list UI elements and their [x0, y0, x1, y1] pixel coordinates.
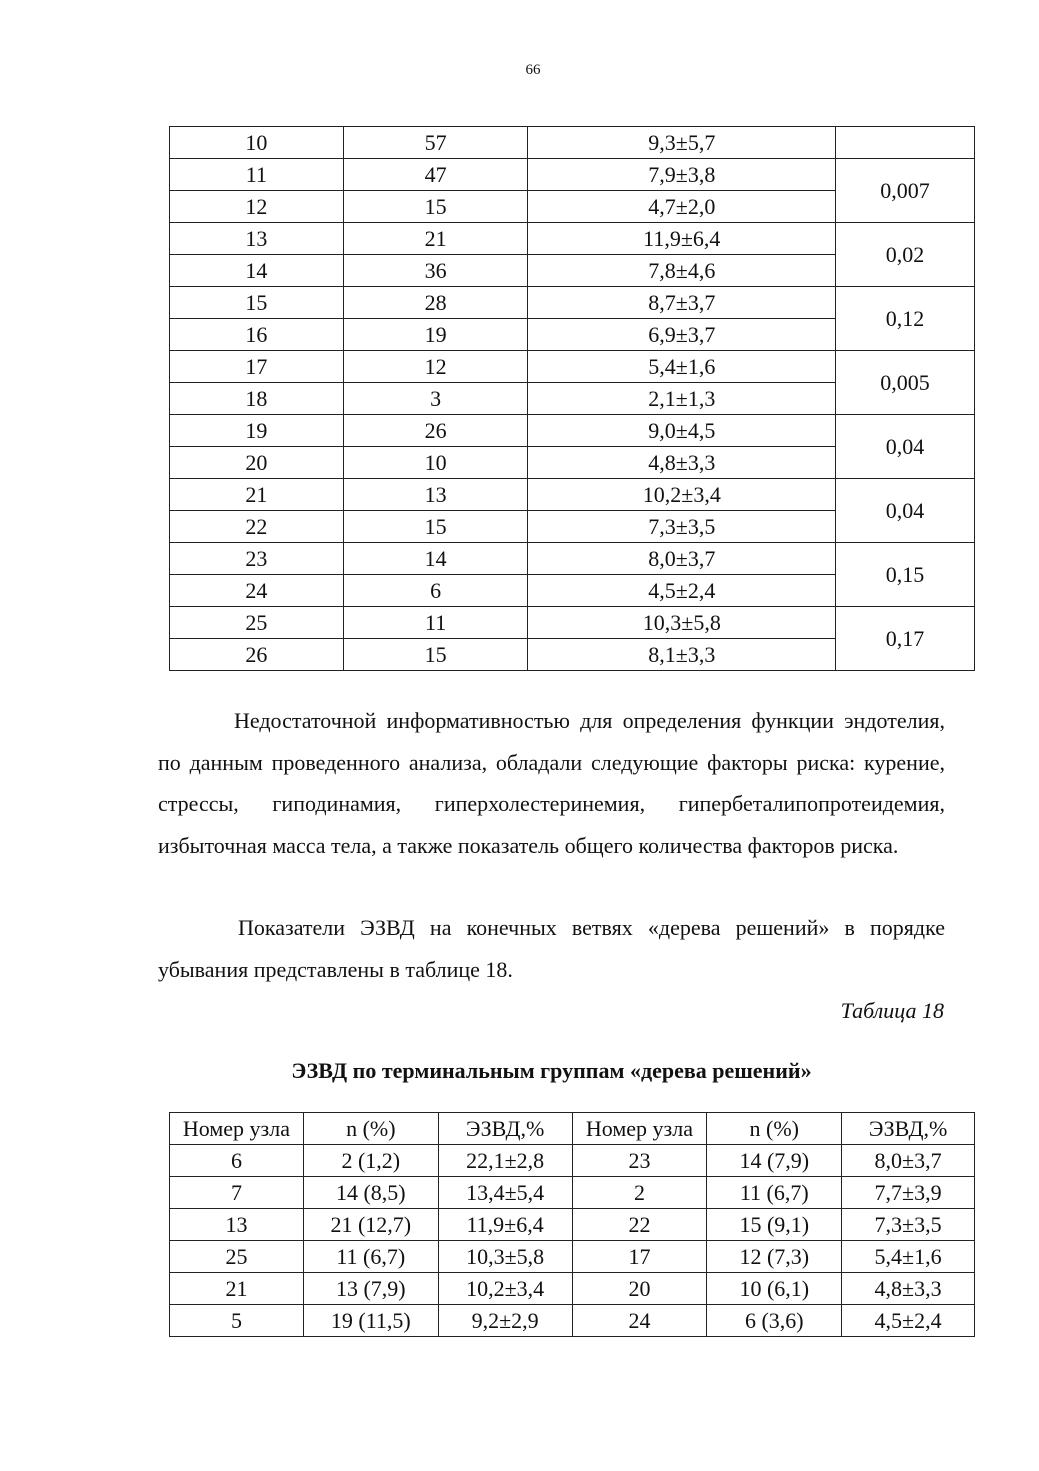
node-cell: 11: [170, 159, 344, 191]
p-value-cell: 0,12: [836, 287, 975, 351]
p-value-cell: [836, 127, 975, 159]
node-cell: 12: [170, 191, 344, 223]
value-cell: 9,2±2,9: [438, 1305, 572, 1337]
table-18-body: [170, 1145, 975, 1337]
table-row: [170, 607, 975, 639]
count-cell: 11 (6,7): [303, 1241, 438, 1273]
count-cell: 14: [343, 543, 528, 575]
p-value-cell: 0,17: [836, 607, 975, 671]
p-value-cell: 0,007: [836, 159, 975, 223]
value-cell: 10,2±3,4: [528, 479, 836, 511]
count-cell: 47: [343, 159, 528, 191]
value-cell: 8,1±3,3: [528, 639, 836, 671]
value-cell: 10,3±5,8: [528, 607, 836, 639]
value-cell: 10,3±5,8: [438, 1241, 572, 1273]
table-row: [170, 1209, 975, 1241]
node-cell: 25: [170, 1241, 304, 1273]
count-cell: 12: [343, 351, 528, 383]
value-cell: 9,3±5,7: [528, 127, 836, 159]
node-cell: 22: [170, 511, 344, 543]
count-cell: 10: [343, 447, 528, 479]
count-cell: 2 (1,2): [303, 1145, 438, 1177]
node-cell: 26: [170, 639, 344, 671]
paragraph-table-reference: Показатели ЭЗВД на конечных ветвях «дерева решений» в порядке убывания представлены в таблице 18.: [158, 915, 945, 982]
table-row: [170, 351, 975, 383]
table-18: [169, 1112, 975, 1337]
count-cell: 15: [343, 191, 528, 223]
node-cell: 15: [170, 287, 344, 319]
count-cell: 12 (7,3): [707, 1241, 842, 1273]
value-cell: 11,9±6,4: [528, 223, 836, 255]
value-cell: 4,5±2,4: [842, 1305, 975, 1337]
count-cell: 11 (6,7): [707, 1177, 842, 1209]
node-cell: 21: [170, 479, 344, 511]
paragraph-risk-factors: Недостаточной информативностью для определения функции эндотелия, по данным проведенного анализа, обладали следующие факторы риска: курение, стрессы, гиподинамия, гиперхолестеринемия, гипербеталипопротеидемия, избыточная масса тела, а также показатель общего количества факторов риска.: [158, 708, 945, 858]
node-cell: 20: [572, 1273, 707, 1305]
table-row: [170, 1305, 975, 1337]
table-row: [170, 287, 975, 319]
count-cell: 13: [343, 479, 528, 511]
node-cell: 13: [170, 1209, 304, 1241]
node-cell: 13: [170, 223, 344, 255]
count-cell: 36: [343, 255, 528, 287]
node-cell: 25: [170, 607, 344, 639]
value-cell: 8,0±3,7: [528, 543, 836, 575]
value-cell: 5,4±1,6: [528, 351, 836, 383]
count-cell: 15: [343, 511, 528, 543]
count-cell: 11: [343, 607, 528, 639]
node-cell: 18: [170, 383, 344, 415]
value-cell: 8,7±3,7: [528, 287, 836, 319]
value-cell: 8,0±3,7: [842, 1145, 975, 1177]
node-cell: 14: [170, 255, 344, 287]
header-cell: ЭЗВД,%: [842, 1113, 975, 1145]
p-value-cell: 0,02: [836, 223, 975, 287]
count-cell: 19: [343, 319, 528, 351]
count-cell: 13 (7,9): [303, 1273, 438, 1305]
value-cell: 22,1±2,8: [438, 1145, 572, 1177]
value-cell: 4,5±2,4: [528, 575, 836, 607]
node-cell: 2: [572, 1177, 707, 1209]
header-cell: ЭЗВД,%: [438, 1113, 572, 1145]
count-cell: 6 (3,6): [707, 1305, 842, 1337]
table-row: [170, 543, 975, 575]
p-value-cell: 0,04: [836, 479, 975, 543]
count-cell: 15 (9,1): [707, 1209, 842, 1241]
value-cell: 5,4±1,6: [842, 1241, 975, 1273]
count-cell: 28: [343, 287, 528, 319]
node-cell: 21: [170, 1273, 304, 1305]
table-row: [170, 415, 975, 447]
value-cell: 7,8±4,6: [528, 255, 836, 287]
table-row: [170, 1145, 975, 1177]
table-17-body: [170, 127, 975, 671]
header-cell: n (%): [707, 1113, 842, 1145]
node-cell: 6: [170, 1145, 304, 1177]
node-cell: 24: [170, 575, 344, 607]
table-row: [170, 479, 975, 511]
table-row: [170, 127, 975, 159]
table-caption: Таблица 18: [840, 998, 944, 1023]
node-cell: 20: [170, 447, 344, 479]
page-number: 66: [525, 62, 541, 78]
table-row: [170, 1241, 975, 1273]
node-cell: 17: [170, 351, 344, 383]
table-18-header: [170, 1113, 975, 1145]
value-cell: 4,8±3,3: [528, 447, 836, 479]
count-cell: 10 (6,1): [707, 1273, 842, 1305]
table-row: [170, 1177, 975, 1209]
value-cell: 13,4±5,4: [438, 1177, 572, 1209]
node-cell: 7: [170, 1177, 304, 1209]
count-cell: 14 (8,5): [303, 1177, 438, 1209]
node-cell: 24: [572, 1305, 707, 1337]
value-cell: 7,3±3,5: [528, 511, 836, 543]
count-cell: 3: [343, 383, 528, 415]
node-cell: 5: [170, 1305, 304, 1337]
value-cell: 7,7±3,9: [842, 1177, 975, 1209]
header-cell: Номер узла: [170, 1113, 304, 1145]
value-cell: 10,2±3,4: [438, 1273, 572, 1305]
p-value-cell: 0,04: [836, 415, 975, 479]
p-value-cell: 0,005: [836, 351, 975, 415]
value-cell: 9,0±4,5: [528, 415, 836, 447]
count-cell: 57: [343, 127, 528, 159]
table-title: ЭЗВД по терминальным группам «дерева решений»: [291, 1058, 812, 1083]
table-row: [170, 1273, 975, 1305]
node-cell: 22: [572, 1209, 707, 1241]
value-cell: 4,7±2,0: [528, 191, 836, 223]
count-cell: 15: [343, 639, 528, 671]
table-row: [170, 159, 975, 191]
node-cell: 23: [572, 1145, 707, 1177]
count-cell: 21 (12,7): [303, 1209, 438, 1241]
header-cell: Номер узла: [572, 1113, 707, 1145]
node-cell: 16: [170, 319, 344, 351]
node-cell: 23: [170, 543, 344, 575]
p-value-cell: 0,15: [836, 543, 975, 607]
header-cell: n (%): [303, 1113, 438, 1145]
value-cell: 7,9±3,8: [528, 159, 836, 191]
table-row: [170, 223, 975, 255]
table-header-row: [170, 1113, 975, 1145]
value-cell: 2,1±1,3: [528, 383, 836, 415]
table-17-continued: [169, 126, 975, 671]
node-cell: 17: [572, 1241, 707, 1273]
count-cell: 19 (11,5): [303, 1305, 438, 1337]
count-cell: 14 (7,9): [707, 1145, 842, 1177]
node-cell: 10: [170, 127, 344, 159]
count-cell: 21: [343, 223, 528, 255]
count-cell: 6: [343, 575, 528, 607]
node-cell: 19: [170, 415, 344, 447]
value-cell: 6,9±3,7: [528, 319, 836, 351]
count-cell: 26: [343, 415, 528, 447]
value-cell: 4,8±3,3: [842, 1273, 975, 1305]
value-cell: 7,3±3,5: [842, 1209, 975, 1241]
value-cell: 11,9±6,4: [438, 1209, 572, 1241]
